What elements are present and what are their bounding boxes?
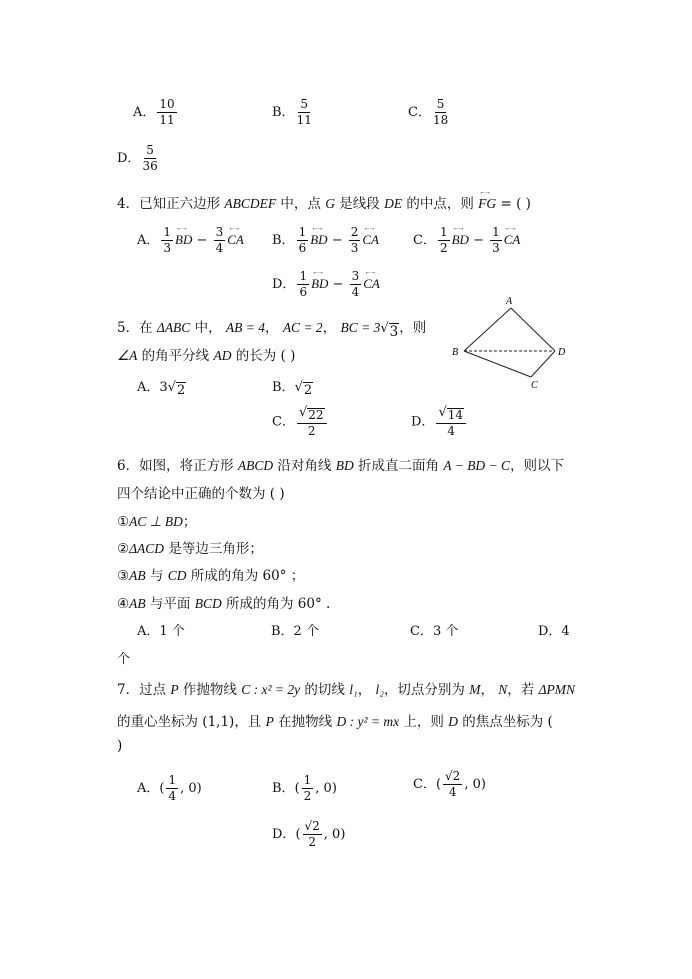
q7-text: 的焦点坐标为 ( [457,714,553,730]
numerator [297,406,327,424]
q3-option-d [117,144,160,173]
numerator: 3 [215,225,224,239]
fraction [297,98,312,127]
q5-text: 5．在 [117,320,157,336]
radicand: 2 [303,383,313,398]
numerator: 1 [299,269,308,283]
denominator: 6 [298,241,307,255]
paren: , 0) [180,781,202,796]
q6-option-b: B．2 个 [271,624,319,639]
operator: − [473,233,484,248]
paren: ( [435,777,442,792]
q6-square: ABCD [237,458,274,473]
q6-statement-2 [117,537,263,557]
q4-text: 的中点，则 [402,196,479,212]
q7-text: 的切线 [300,682,350,698]
q6-stem-line2: 四个结论中正确的个数为 ( ) [117,486,285,502]
q5-angle: ∠A [117,348,138,363]
paren: , 0) [315,781,337,796]
q6-text: 沿对角线 [273,458,336,474]
option-letter: B． [272,233,295,248]
fraction [443,770,462,799]
fraction [297,270,309,299]
q7-line: l₂ [375,682,384,697]
denominator: 4 [351,285,360,299]
numerator: 1 [298,225,307,239]
q5-ab: AB = 4 [225,320,266,335]
q7-text: 作抛物线 [178,682,242,698]
statement-marker: ③ [117,568,130,584]
sqrt: √ 22 [298,405,324,422]
vector: ←→ BD [310,232,327,248]
q5-option-c [272,406,329,438]
q7-option-b [272,774,337,803]
q6-option-d-wrap: 个 [117,652,131,667]
q7-parabola: D : y² = mx [336,714,400,729]
paren: , 0) [323,827,346,842]
statement-text: ； [182,514,197,530]
operator: − [331,233,343,248]
q5-text: ， [322,320,341,336]
option-letter: C． [272,414,295,430]
radicand: 14 [447,408,464,422]
q7-point: P [170,682,179,697]
denominator: 6 [299,285,308,299]
numerator: 1 [492,225,500,239]
q5-text: ，则 [399,320,427,336]
statement-text: 与 [145,568,168,584]
sqrt: √ 14 [438,405,464,422]
q4-stem [117,192,531,212]
vector: ←→ CA [227,232,244,248]
q4-text: 4．已知正六边形 [117,196,225,212]
vector: ←→ BD [175,232,192,248]
numerator: 10 [159,97,175,111]
q5-text: 中， [190,320,226,336]
q4-point: G [325,196,335,211]
q3-option-b [272,98,314,127]
q7-option-a [137,774,202,803]
fraction [490,226,502,255]
q7-option-d [272,820,345,849]
q7-centroid: (1,1) [202,714,235,730]
q7-parabola: C : x² = 2y [241,682,301,697]
denominator: 11 [296,113,312,127]
statement-math: AC ⊥ BD [129,514,183,529]
denominator: 3 [492,241,500,255]
q7-point: M [469,682,481,697]
q3-option-c [408,98,450,127]
denominator: 2 [307,424,316,438]
denominator: 2 [439,241,448,255]
q6-option-a: A．1 个 [137,624,185,639]
statement-math: CD [167,568,187,583]
q4-text: 是线段 [334,196,385,212]
sqrt: √ 3 [380,321,399,340]
q6-text: ，则以下 [510,458,565,474]
sqrt: √ 2 [294,380,313,398]
q7-triangle: ΔPMN [538,682,576,697]
fraction [157,98,176,127]
denominator: 4 [168,789,177,803]
option-letter: D． [272,827,296,842]
option-letter: B． [272,105,295,120]
statement-text: 是等边三角形； [164,541,263,557]
option-letter: D． [411,414,435,430]
option-letter: A． [137,380,160,395]
q5-option-b [272,376,313,398]
fraction [297,406,327,438]
q6-dihedral: A − BD − C [443,458,511,473]
edge-bc [464,351,531,377]
numerator: 1 [163,225,172,239]
operator: − [332,277,344,292]
denominator: 36 [142,159,158,173]
option-letter: B． [272,781,295,796]
paren: ( [295,827,301,842]
vector: ←→ CA [362,232,379,248]
q4-option-a [137,226,244,255]
edge-ba [464,308,511,351]
denominator: 4 [215,241,224,255]
q4-option-c [413,226,520,255]
option-letter: A． [137,781,160,796]
q4-text: 中，点 [276,196,326,212]
q5-text: ， [265,320,283,336]
radicand: 3 [389,324,399,340]
statement-text: 与平面 [145,596,195,612]
q7-text: 在抛物线 [273,714,337,730]
statement-marker: ② [117,541,130,557]
q7-text: ，且 [234,714,266,730]
q5-triangle: ΔABC [156,320,191,335]
q6-option-c: C．3 个 [410,624,459,639]
fraction [436,406,466,438]
statement-marker: ① [117,514,130,530]
q7-parabola-name: D [448,714,458,729]
q5-option-a [137,376,186,398]
q7-point: N [498,682,508,697]
q6-diagonal: BD [335,458,354,473]
denominator: 2 [303,789,312,803]
option-letter: B． [272,380,295,395]
fraction [297,226,309,255]
numerator: 5 [436,97,445,111]
denominator: 18 [432,113,449,127]
q7-text: 的重心坐标为 [117,714,203,730]
q5-stem-line2 [117,344,295,364]
q6-statement-4 [117,592,330,612]
label-b: B [452,347,459,358]
vector: ←→ CA [363,276,380,292]
fraction [433,98,448,127]
denominator: 4 [448,785,457,799]
q5-ad: AD [213,348,232,363]
numerator: 1 [303,773,312,787]
fraction [303,820,322,849]
denominator: 3 [350,241,359,255]
option-letter: A． [133,105,156,120]
q7-text: ，若 [507,682,539,698]
statement-marker: ④ [117,596,130,612]
fraction [350,270,362,299]
q4-hexagon: ABCDEF [224,196,277,211]
numerator: 2 [350,225,359,239]
statement-text: 所成的角为 60° ； [186,568,305,584]
denominator: 4 [447,424,456,438]
fraction [161,226,173,255]
q5-figure [445,294,575,390]
q6-text: 6．如图，将正方形 [117,458,238,474]
fraction [302,774,314,803]
paren: , 0) [464,777,486,792]
vector: ←→ CA [504,232,521,248]
statement-math: AB [129,568,146,583]
q4-vector: ←→ FG [478,196,496,212]
radicand: 2 [176,383,186,398]
statement-text: 所成的角为 60° . [221,596,331,612]
q3-option-a [133,98,179,127]
option-letter: D． [117,151,141,166]
label-d: D [558,347,566,358]
option-letter: A． [137,233,160,248]
q4-option-b [272,226,379,255]
vector: ←→ BD [452,232,469,248]
q7-text: 上，则 [399,714,449,730]
fraction [349,226,361,255]
option-letter: D． [272,277,296,292]
numerator: 3 [351,269,360,283]
denominator: 11 [159,113,175,127]
q7-line: l₁ [349,682,358,697]
paren: ( [159,781,165,796]
q7-option-c [413,770,486,799]
option-letter: C． [408,105,431,120]
fraction [142,144,157,173]
q5-ac: AC = 2 [282,320,323,335]
q5-option-d [411,406,468,438]
q7-text: 7．过点 [117,682,171,698]
statement-math: ΔACD [129,541,165,556]
label-a: A [506,296,513,307]
label-c: C [531,380,538,390]
fraction [438,226,450,255]
option-letter: C． [413,777,436,792]
q6-statement-1 [117,510,196,530]
q7-point: P [265,714,274,729]
q5-bc: BC = 3 [340,320,381,335]
q7-text: ， [480,682,499,698]
radicand: 22 [308,408,324,422]
q5-text: 的角平分线 [137,348,214,364]
edge-ad [511,308,555,351]
fraction [214,226,226,255]
denominator: 2 [308,835,316,849]
q6-text: 折成直二面角 [353,458,444,474]
coefficient: 3 [159,380,168,395]
q7-stem-line2 [117,710,553,730]
operator: − [196,233,208,248]
q4-text: = ( ) [496,196,531,212]
edge-cd [531,351,555,377]
q6-statement-3 [117,564,304,584]
option-letter: C． [413,233,436,248]
q7-stem-line3: ) [117,738,123,754]
numerator: 1 [168,773,177,787]
q6-option-d: D．4 [538,624,570,639]
q7-stem-line1 [117,678,575,698]
vector: ←→ BD [311,276,328,292]
numerator: √2 [445,769,461,783]
numerator [436,406,466,424]
numerator: 5 [146,143,154,157]
numerator: √2 [304,819,320,833]
q6-stem-line1 [117,454,564,474]
q5-stem-line1 [117,316,426,340]
statement-math: BCD [194,596,222,611]
q4-segment: DE [384,196,403,211]
denominator: 3 [163,241,172,255]
q4-option-d [272,270,380,299]
sqrt: √ 2 [167,380,186,398]
numerator: 1 [439,225,448,239]
q7-text: ，切点分别为 [383,682,470,698]
q5-text: 的长为 ( ) [231,348,296,364]
fraction [166,774,178,803]
numerator: 5 [300,97,309,111]
paren: ( [294,781,300,796]
statement-math: AB [129,596,146,611]
q7-text: ， [357,682,376,698]
